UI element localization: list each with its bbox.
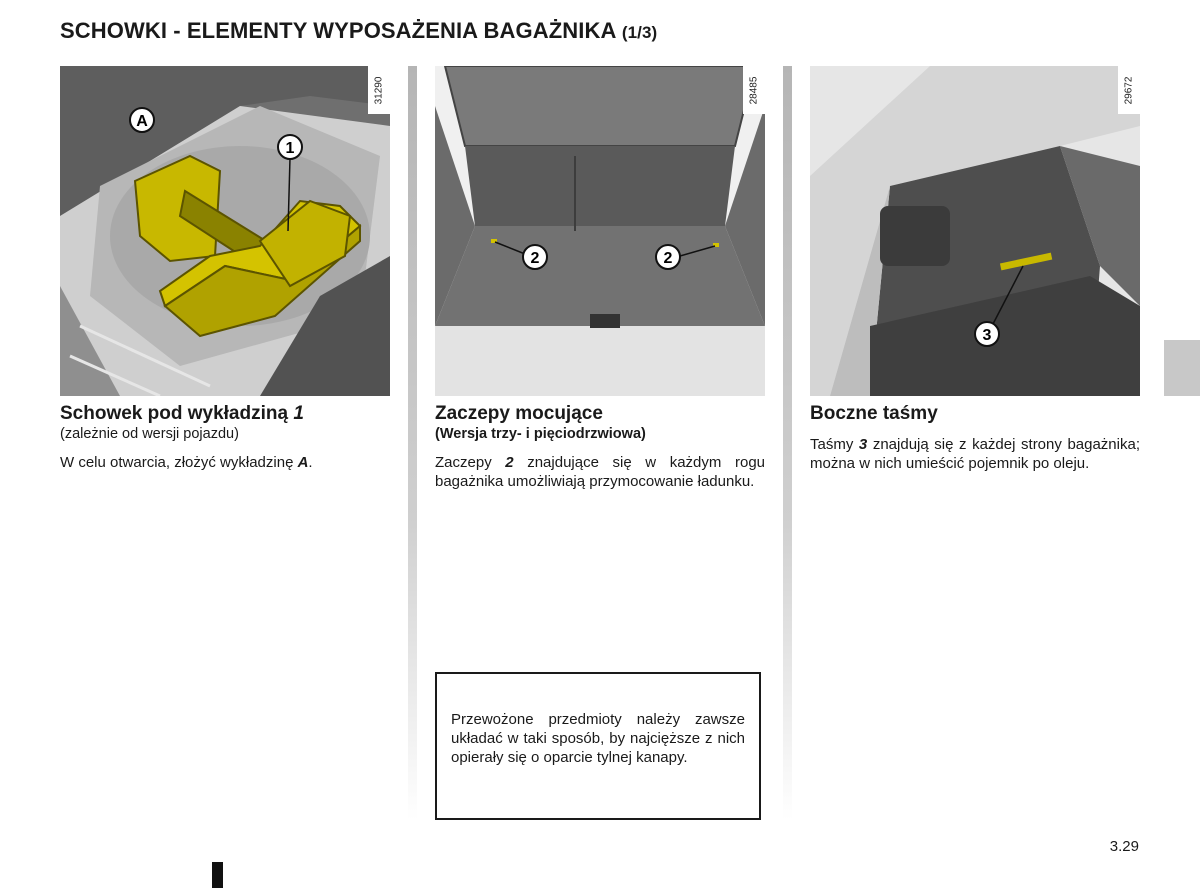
- figure-code: 31290: [368, 66, 390, 114]
- section-text: Taśmy 3 znajdują się z każdej strony bagażnika; można w nich umieścić pojemnik po oleju.: [810, 436, 1140, 472]
- figure-code: 28485: [743, 66, 765, 114]
- section-text: Zaczepy 2 znajdujące się w każdym rogu bagażnika umożliwiają przymocowanie ładunku.: [435, 454, 765, 490]
- section-subtitle: (Wersja trzy- i pięciodrzwiowa): [435, 426, 646, 442]
- figure-underfloor-storage: [60, 66, 390, 396]
- figure-code: 29672: [1118, 66, 1140, 114]
- section-text: W celu otwarcia, złożyć wykładzinę A.: [60, 454, 313, 471]
- notice-box: [435, 672, 761, 820]
- chapter-tab: [1164, 340, 1200, 396]
- column-divider: [783, 66, 792, 820]
- page-title-text: SCHOWKI - ELEMENTY WYPOSAŻENIA BAGAŻNIKA: [60, 18, 616, 43]
- callout-label: 2: [530, 250, 540, 267]
- notice-text: Przewożone przedmioty należy zawsze układać w taki sposób, by najcięższe z nich opierały się o oparcie tylnej kanapy.: [451, 711, 745, 766]
- callout-label: A: [136, 113, 148, 130]
- callout-label: 2: [663, 250, 673, 267]
- page-number: 3.29: [1109, 838, 1139, 855]
- section-side-straps: [810, 403, 1140, 473]
- section-underfloor-storage: [60, 403, 390, 472]
- figure-side-straps: [810, 66, 1140, 396]
- section-heading: Zaczepy mocujące: [435, 403, 603, 424]
- section-trunk-anchors: [435, 403, 765, 491]
- page-title: [60, 18, 657, 44]
- figure-trunk-anchors: [435, 66, 765, 396]
- crop-mark: [212, 862, 223, 888]
- section-heading: Schowek pod wykładziną 1: [60, 403, 304, 424]
- page-title-part: (1/3): [621, 23, 658, 42]
- callout-label: 3: [982, 327, 992, 344]
- section-subtitle: (zależnie od wersji pojazdu): [60, 426, 239, 442]
- section-heading: Boczne taśmy: [810, 403, 938, 424]
- column-divider: [408, 66, 417, 820]
- callout-label: 1: [285, 140, 295, 157]
